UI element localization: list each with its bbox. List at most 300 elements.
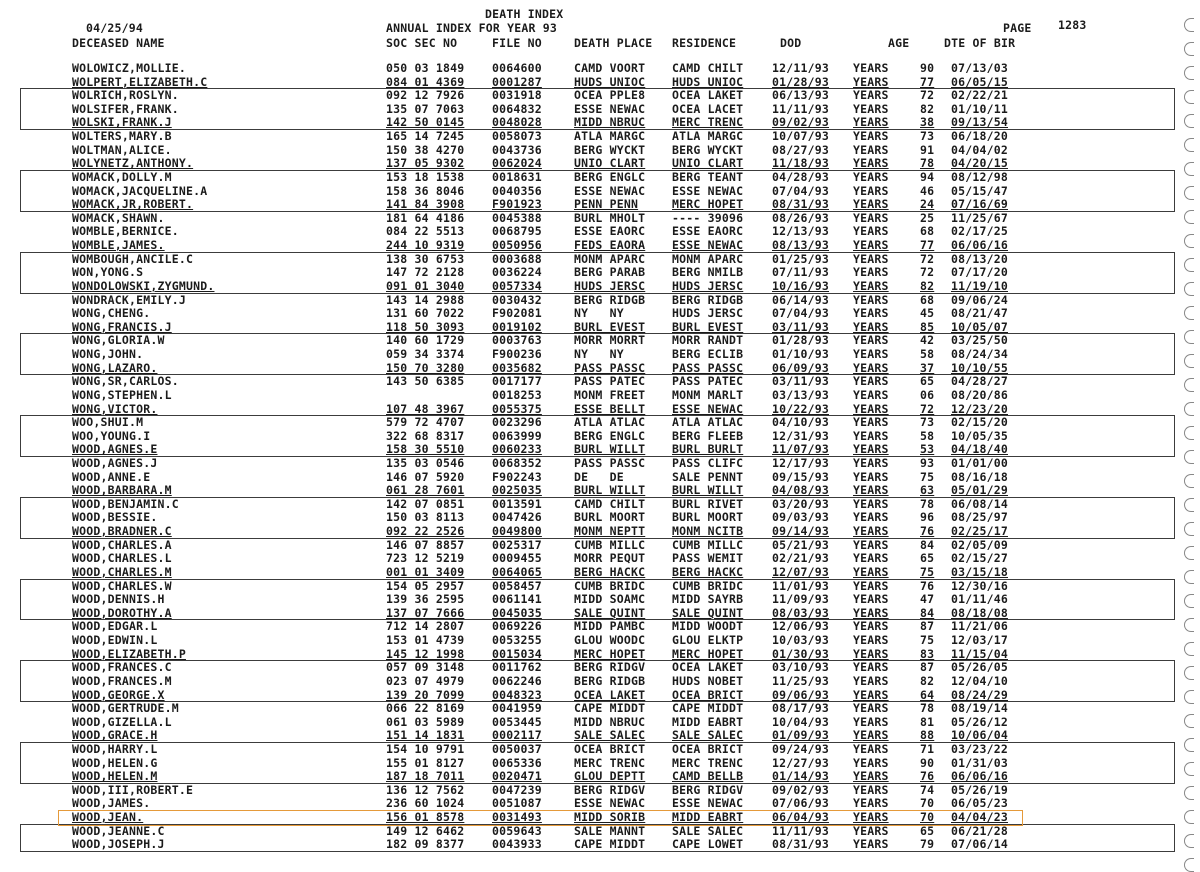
date-of-death: 12/17/93 [772, 455, 829, 470]
date-of-death: 10/22/93 [772, 401, 829, 416]
date-of-birth: 09/06/24 [951, 292, 1008, 307]
date-of-birth: 01/10/11 [951, 101, 1008, 116]
residence: HUDS JERSC [672, 306, 744, 321]
age: 25 [920, 210, 935, 225]
death-place: UNIO CLART [574, 156, 646, 171]
death-place: BERG PARAB [574, 265, 646, 280]
age-unit: YEARS [853, 524, 889, 539]
soc-sec-no: 139 36 2595 [386, 592, 465, 607]
date-of-death: 06/14/93 [772, 292, 829, 307]
residence: HUDS UNIOC [672, 74, 744, 89]
deceased-name: WOOD,JEAN. [72, 810, 144, 825]
age-unit: YEARS [853, 496, 889, 511]
residence: ATLA MARGC [672, 129, 744, 144]
age: 74 [920, 782, 935, 797]
report-subtitle: ANNUAL INDEX FOR YEAR 93 [386, 21, 557, 35]
punch-hole-icon [1184, 402, 1194, 416]
death-place: OCEA PPLE8 [574, 88, 646, 103]
age: 96 [920, 510, 935, 525]
file-no: F902081 [492, 306, 542, 321]
deceased-name: WOO,SHUI.M [72, 415, 144, 430]
age: 70 [920, 796, 935, 811]
date-of-birth: 12/04/10 [951, 673, 1008, 688]
death-place: NY NY [574, 347, 624, 362]
deceased-name: WONG,VICTOR. [72, 401, 158, 416]
age-unit: YEARS [853, 401, 889, 416]
residence: BURL EVEST [672, 319, 744, 334]
age: 78 [920, 496, 935, 511]
punch-hole-icon [1184, 594, 1194, 608]
date-of-death: 12/06/93 [772, 619, 829, 634]
soc-sec-no: 147 72 2128 [386, 265, 465, 280]
residence: CAMD CHILT [672, 61, 744, 75]
date-of-birth: 04/20/15 [951, 156, 1008, 171]
residence: BERG NMILB [672, 265, 744, 280]
age: 90 [920, 61, 935, 75]
deceased-name: WOOD,FRANCES.C [72, 660, 172, 675]
record-row [0, 294, 1200, 308]
soc-sec-no: 135 03 0546 [386, 455, 465, 470]
soc-sec-no: 579 72 4707 [386, 415, 465, 430]
age: 77 [920, 74, 935, 89]
file-no: 0047239 [492, 782, 542, 797]
date-of-birth: 04/28/27 [951, 374, 1008, 389]
age-unit: YEARS [853, 742, 889, 756]
file-no: 0061141 [492, 592, 542, 607]
file-no: 0035682 [492, 360, 542, 375]
file-no: 0001287 [492, 74, 542, 89]
soc-sec-no: 084 22 5513 [386, 224, 465, 239]
residence: OCEA LAKET [672, 88, 744, 103]
date-of-death: 12/13/93 [772, 224, 829, 239]
deceased-name: WOO,YOUNG.I [72, 428, 151, 443]
date-of-birth: 06/18/20 [951, 129, 1008, 144]
age-unit: YEARS [853, 619, 889, 634]
soc-sec-no: 143 50 6385 [386, 374, 465, 389]
deceased-name: WOLTERS,MARY.B [72, 129, 172, 144]
date-of-death: 09/15/93 [772, 469, 829, 484]
soc-sec-no: 143 14 2988 [386, 292, 465, 307]
file-no: 0053255 [492, 633, 542, 648]
soc-sec-no: 137 07 7666 [386, 605, 465, 620]
file-no: 0050037 [492, 742, 542, 756]
age: 85 [920, 319, 935, 334]
deceased-name: WOOD,JOSEPH.J [72, 837, 165, 852]
date-of-death: 09/24/93 [772, 742, 829, 756]
age-unit: YEARS [853, 142, 889, 157]
file-no: 0009455 [492, 551, 542, 566]
age-unit: YEARS [853, 646, 889, 661]
date-of-birth: 07/13/03 [951, 61, 1008, 75]
age: 87 [920, 619, 935, 634]
date-of-death: 08/27/93 [772, 142, 829, 157]
punch-hole-icon [1184, 498, 1194, 512]
punch-hole-icon [1184, 666, 1194, 680]
deceased-name: WOMBLE,JAMES. [72, 238, 165, 253]
soc-sec-no: 138 30 6753 [386, 251, 465, 266]
age-unit: YEARS [853, 782, 889, 797]
date-of-death: 01/10/93 [772, 347, 829, 362]
punch-hole-icon [1184, 474, 1194, 488]
death-place: CAPE MIDDT [574, 701, 646, 716]
file-no: 0064600 [492, 61, 542, 75]
date-of-birth: 05/15/47 [951, 183, 1008, 198]
date-of-birth: 07/06/14 [951, 837, 1008, 852]
record-row [0, 620, 1200, 634]
death-place: CAPE MIDDT [574, 837, 646, 852]
residence: OCEA BRICT [672, 742, 744, 756]
soc-sec-no: 135 07 7063 [386, 101, 465, 116]
age: 82 [920, 673, 935, 688]
age-unit: YEARS [853, 796, 889, 811]
date-of-birth: 02/15/27 [951, 551, 1008, 566]
record-row [0, 389, 1200, 403]
death-place: BURL MHOLT [574, 210, 646, 225]
death-place: BERG ENGLC [574, 428, 646, 443]
death-place: PASS PATEC [574, 374, 646, 389]
age: 84 [920, 537, 935, 552]
soc-sec-no: 165 14 7245 [386, 129, 465, 144]
record-row [0, 702, 1200, 716]
record-row [0, 716, 1200, 730]
file-no: F901923 [492, 197, 542, 212]
age-unit: YEARS [853, 292, 889, 307]
date-of-birth: 08/24/29 [951, 687, 1008, 702]
punch-hole-icon [1184, 330, 1194, 344]
file-no: 0003763 [492, 333, 542, 348]
date-of-death: 12/07/93 [772, 564, 829, 579]
date-of-birth: 05/26/05 [951, 660, 1008, 675]
date-of-birth: 08/21/47 [951, 306, 1008, 321]
date-of-death: 01/09/93 [772, 728, 829, 743]
punch-hole-icon [1184, 834, 1194, 848]
deceased-name: WOOD,EDWIN.L [72, 633, 158, 648]
file-no: 0018631 [492, 169, 542, 184]
soc-sec-no: 131 60 7022 [386, 306, 465, 321]
file-no: 0049800 [492, 524, 542, 539]
file-no: 0018253 [492, 387, 542, 402]
file-no: 0036224 [492, 265, 542, 280]
residence: MIDD EABRT [672, 714, 744, 729]
deceased-name: WOOD,HELEN.M [72, 769, 158, 784]
punch-hole-icon [1184, 306, 1194, 320]
soc-sec-no: 150 70 3280 [386, 360, 465, 375]
soc-sec-no: 723 12 5219 [386, 551, 465, 566]
date-of-death: 11/07/93 [772, 442, 829, 457]
soc-sec-no: 154 05 2957 [386, 578, 465, 593]
deceased-name: WONG,LAZARO. [72, 360, 158, 375]
age-unit: YEARS [853, 592, 889, 607]
soc-sec-no: 712 14 2807 [386, 619, 465, 634]
col-header-file: FILE NO [492, 36, 542, 50]
date-of-birth: 08/18/08 [951, 605, 1008, 620]
date-of-death: 01/14/93 [772, 769, 829, 784]
punch-hole-icon [1184, 690, 1194, 704]
date-of-death: 09/14/93 [772, 524, 829, 539]
date-of-death: 10/07/93 [772, 129, 829, 144]
age-unit: YEARS [853, 428, 889, 443]
residence: ATLA ATLAC [672, 415, 744, 430]
age: 63 [920, 483, 935, 498]
date-of-birth: 05/26/19 [951, 782, 1008, 797]
date-of-birth: 09/13/54 [951, 115, 1008, 130]
deceased-name: WOOD,DENNIS.H [72, 592, 165, 607]
soc-sec-no: 150 38 4270 [386, 142, 465, 157]
age: 71 [920, 742, 935, 756]
deceased-name: WOOD,GIZELLA.L [72, 714, 172, 729]
date-of-death: 08/31/93 [772, 197, 829, 212]
age: 38 [920, 115, 935, 130]
file-no: 0031918 [492, 88, 542, 103]
deceased-name: WONG,STEPHEN.L [72, 387, 172, 402]
age: 72 [920, 251, 935, 266]
age-unit: YEARS [853, 387, 889, 402]
col-header-dod: DOD [780, 36, 802, 50]
deceased-name: WOMBOUGH,ANCILE.C [72, 251, 194, 266]
date-of-death: 03/10/93 [772, 660, 829, 675]
file-no: 0060233 [492, 442, 542, 457]
death-place: DE DE [574, 469, 624, 484]
deceased-name: WOOD,GEORGE.X [72, 687, 165, 702]
date-of-death: 07/04/93 [772, 306, 829, 321]
age: 70 [920, 810, 935, 825]
soc-sec-no: 156 01 8578 [386, 810, 465, 825]
date-of-death: 07/06/93 [772, 796, 829, 811]
age: 75 [920, 469, 935, 484]
soc-sec-no: 137 05 9302 [386, 156, 465, 171]
file-no: 0059643 [492, 823, 542, 838]
file-no: 0048028 [492, 115, 542, 130]
death-place: PASS PASSC [574, 360, 646, 375]
date-of-birth: 01/11/46 [951, 592, 1008, 607]
date-of-birth: 05/01/29 [951, 483, 1008, 498]
file-no: 0069226 [492, 619, 542, 634]
death-place: MIDD PAMBC [574, 619, 646, 634]
residence: PASS CLIFC [672, 455, 744, 470]
age: 93 [920, 455, 935, 470]
punch-hole-icon [1184, 282, 1194, 296]
residence: ESSE EAORC [672, 224, 744, 239]
deceased-name: WOLYNETZ,ANTHONY. [72, 156, 194, 171]
age-unit: YEARS [853, 156, 889, 171]
deceased-name: WONG,SR,CARLOS. [72, 374, 179, 389]
death-place: MERC TRENC [574, 755, 646, 770]
deceased-name: WONG,CHENG. [72, 306, 151, 321]
residence: OCEA BRICT [672, 687, 744, 702]
soc-sec-no: 236 60 1024 [386, 796, 465, 811]
death-place: GLOU DEPTT [574, 769, 646, 784]
date-of-death: 01/30/93 [772, 646, 829, 661]
age-unit: YEARS [853, 714, 889, 729]
age-unit: YEARS [853, 210, 889, 225]
age: 75 [920, 633, 935, 648]
date-of-death: 01/28/93 [772, 333, 829, 348]
file-no: F900236 [492, 347, 542, 362]
record-row [0, 212, 1200, 226]
age-unit: YEARS [853, 564, 889, 579]
date-of-birth: 08/19/14 [951, 701, 1008, 716]
death-place: BURL MOORT [574, 510, 646, 525]
date-of-birth: 06/05/15 [951, 74, 1008, 89]
file-no: 0031493 [492, 810, 542, 825]
age: 47 [920, 592, 935, 607]
deceased-name: WOOD,CHARLES.W [72, 578, 172, 593]
death-place: ESSE EAORC [574, 224, 646, 239]
file-no: 0025035 [492, 483, 542, 498]
date-of-death: 06/09/93 [772, 360, 829, 375]
age: 72 [920, 88, 935, 103]
row-group-box [20, 579, 1175, 621]
death-place: MORR PEQUT [574, 551, 646, 566]
death-place: FEDS EAORA [574, 238, 646, 253]
file-no: 0064832 [492, 101, 542, 116]
death-place: MONM NEPTT [574, 524, 646, 539]
deceased-name: WOLOWICZ,MOLLIE. [72, 61, 186, 75]
deceased-name: WOOD,HELEN.G [72, 755, 158, 770]
soc-sec-no: 141 84 3908 [386, 197, 465, 212]
death-place: PASS PASSC [574, 455, 646, 470]
residence: MONM NCITB [672, 524, 744, 539]
age: 90 [920, 755, 935, 770]
residence: SALE SALEC [672, 728, 744, 743]
file-no: 0062246 [492, 673, 542, 688]
record-row [0, 225, 1200, 239]
deceased-name: WONG,FRANCIS.J [72, 319, 172, 334]
date-of-birth: 03/23/22 [951, 742, 1008, 756]
deceased-name: WOOD,DOROTHY.A [72, 605, 172, 620]
deceased-name: WOOD,BRADNER.C [72, 524, 172, 539]
punch-hole-icon [1184, 762, 1194, 776]
file-no: 0003688 [492, 251, 542, 266]
soc-sec-no: 092 12 7926 [386, 88, 465, 103]
age-unit: YEARS [853, 483, 889, 498]
residence: ESSE NEWAC [672, 401, 744, 416]
date-of-death: 11/09/93 [772, 592, 829, 607]
record-row [0, 634, 1200, 648]
death-place: BERG HACKC [574, 564, 646, 579]
record-row [0, 321, 1200, 335]
residence: MONM APARC [672, 251, 744, 266]
soc-sec-no: 066 22 8169 [386, 701, 465, 716]
age-unit: YEARS [853, 537, 889, 552]
residence: ESSE NEWAC [672, 183, 744, 198]
file-no: 0065336 [492, 755, 542, 770]
deceased-name: WOMACK,JACQUELINE.A [72, 183, 208, 198]
age: 65 [920, 551, 935, 566]
deceased-name: WOMACK,JR,ROBERT. [72, 197, 194, 212]
age-unit: YEARS [853, 224, 889, 239]
page-label: PAGE [1003, 21, 1032, 35]
death-place: ATLA MARGC [574, 129, 646, 144]
record-row [0, 484, 1200, 498]
residence: HUDS NOBET [672, 673, 744, 688]
date-of-birth: 12/23/20 [951, 401, 1008, 416]
file-no: 0062024 [492, 156, 542, 171]
death-place: PENN PENN [574, 197, 639, 212]
death-place: HUDS UNIOC [574, 74, 646, 89]
col-header-death-place: DEATH PLACE [574, 36, 653, 50]
file-no: 0064065 [492, 564, 542, 579]
date-of-birth: 01/01/00 [951, 455, 1008, 470]
death-place: HUDS JERSC [574, 278, 646, 293]
death-place: BURL WILLT [574, 483, 646, 498]
file-no: 0040356 [492, 183, 542, 198]
punch-hole-icon [1184, 234, 1194, 248]
age: 76 [920, 769, 935, 784]
death-place: MIDD NBRUC [574, 115, 646, 130]
record-row [0, 76, 1200, 90]
residence: MORR RANDT [672, 333, 744, 348]
soc-sec-no: 149 12 6462 [386, 823, 465, 838]
date-of-birth: 01/31/03 [951, 755, 1008, 770]
deceased-name: WONDRACK,EMILY.J [72, 292, 186, 307]
soc-sec-no: 136 12 7562 [386, 782, 465, 797]
date-of-death: 12/27/93 [772, 755, 829, 770]
date-of-death: 11/11/93 [772, 101, 829, 116]
deceased-name: WOOD,III,ROBERT.E [72, 782, 194, 797]
date-of-death: 03/11/93 [772, 319, 829, 334]
col-header-residence: RESIDENCE [672, 36, 737, 50]
age: 73 [920, 415, 935, 430]
death-place: MONM FREET [574, 387, 646, 402]
date-of-birth: 10/05/35 [951, 428, 1008, 443]
soc-sec-no: 145 12 1998 [386, 646, 465, 661]
residence: UNIO CLART [672, 156, 744, 171]
file-no: 0045388 [492, 210, 542, 225]
punch-hole-icon [1184, 210, 1194, 224]
residence: BERG WYCKT [672, 142, 744, 157]
punch-hole-icon [1184, 258, 1194, 272]
punch-hole-icon [1184, 426, 1194, 440]
age-unit: YEARS [853, 61, 889, 75]
date-of-birth: 10/06/04 [951, 728, 1008, 743]
date-of-death: 03/11/93 [772, 374, 829, 389]
death-place: NY NY [574, 306, 624, 321]
date-of-birth: 02/22/21 [951, 88, 1008, 103]
age-unit: YEARS [853, 701, 889, 716]
date-of-death: 10/03/93 [772, 633, 829, 648]
residence: CUMB BRIDC [672, 578, 744, 593]
punch-hole-icon [1184, 786, 1194, 800]
death-place: ESSE NEWAC [574, 101, 646, 116]
residence: MERC HOPET [672, 197, 744, 212]
soc-sec-no: 181 64 4186 [386, 210, 465, 225]
date-of-death: 06/13/93 [772, 88, 829, 103]
row-group-box [20, 415, 1175, 457]
death-place: MONM APARC [574, 251, 646, 266]
date-of-birth: 06/05/23 [951, 796, 1008, 811]
soc-sec-no: 057 09 3148 [386, 660, 465, 675]
date-of-death: 11/18/93 [772, 156, 829, 171]
file-no: 0023296 [492, 415, 542, 430]
soc-sec-no: 151 14 1831 [386, 728, 465, 743]
residence: MONM MARLT [672, 387, 744, 402]
deceased-name: WOLRICH,ROSLYN. [72, 88, 179, 103]
date-of-birth: 02/25/17 [951, 524, 1008, 539]
deceased-name: WOOD,JAMES. [72, 796, 151, 811]
file-no: 0020471 [492, 769, 542, 784]
date-of-birth: 03/15/18 [951, 564, 1008, 579]
age-unit: YEARS [853, 469, 889, 484]
highlighted-record[interactable] [58, 810, 1023, 826]
date-of-birth: 02/17/25 [951, 224, 1008, 239]
residence: PASS PASSC [672, 360, 744, 375]
deceased-name: WOMBLE,BERNICE. [72, 224, 179, 239]
age: 64 [920, 687, 935, 702]
death-place: BERG RIDGB [574, 292, 646, 307]
date-of-death: 04/28/93 [772, 169, 829, 184]
age-unit: YEARS [853, 74, 889, 89]
